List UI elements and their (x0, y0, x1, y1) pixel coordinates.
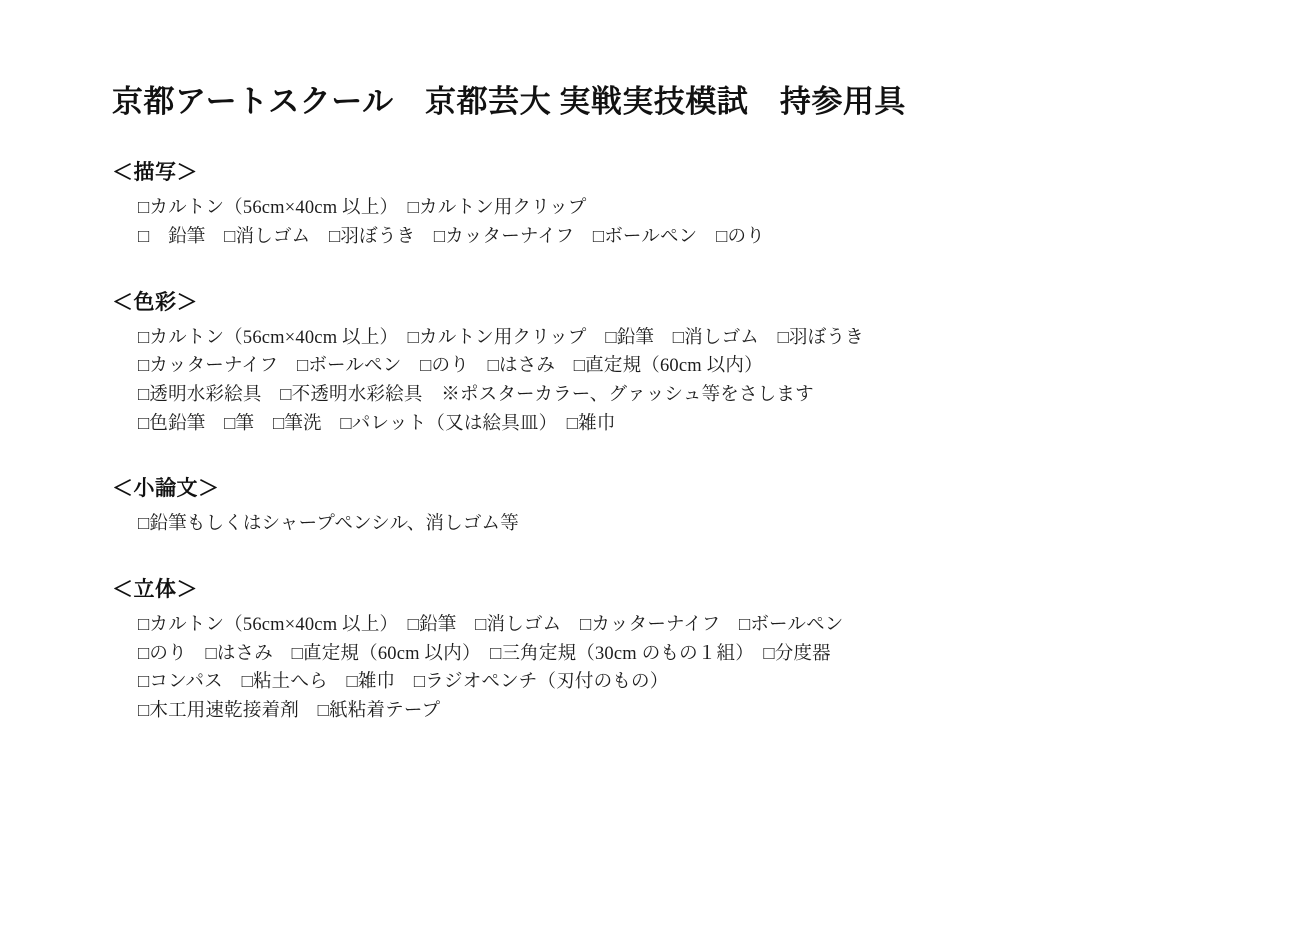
section-rittai (112, 573, 1216, 726)
checklist-line: □鉛筆もしくはシャープペンシル、消しゴム等 (138, 514, 519, 535)
checklist-line: □カルトン（56cm×40cm 以上） □カルトン用クリップ (138, 198, 587, 219)
checklist-line: □ 鉛筆 □消しゴム □羽ぼうき □カッターナイフ □ボールペン □のり (138, 226, 765, 247)
section-items-byousha (138, 194, 1216, 251)
checklist-line: □のり □はさみ □直定規（60cm 以内） □三角定規（30cm のもの１組） □分度器 (138, 643, 831, 664)
section-items-shouronbun (138, 510, 1216, 539)
section-heading-rittai: ＜立体＞ (112, 577, 198, 601)
checklist-line: □カルトン（56cm×40cm 以上） □鉛筆 □消しゴム □カッターナイフ □ボールペン (138, 615, 844, 635)
section-items-shikisai (138, 324, 1216, 439)
checklist-line: □色鉛筆 □筆 □筆洗 □パレット（又は絵具皿） □雑巾 (138, 413, 616, 434)
section-heading-byousha: ＜描写＞ (112, 160, 198, 185)
section-items-rittai (138, 611, 1216, 726)
section-shikisai (112, 286, 1216, 439)
checklist-line: □木工用速乾接着剤 □紙粘着テープ (138, 701, 441, 722)
section-byousha (112, 156, 1216, 251)
section-shouronbun (112, 472, 1216, 539)
page-title: 京都アートスクール 京都芸大 実戦実技模試 持参用具 (112, 84, 906, 119)
checklist-line: □カッターナイフ □ボールペン □のり □はさみ □直定規（60cm 以内） (138, 356, 763, 377)
section-heading-shouronbun: ＜小論文＞ (112, 476, 220, 501)
checklist-line: □コンパス □粘土へら □雑巾 □ラジオペンチ（刃付のもの） (138, 672, 669, 693)
checklist-line: □カルトン（56cm×40cm 以上） □カルトン用クリップ □鉛筆 □消しゴム □羽ぼうき (138, 327, 864, 348)
checklist-line: □透明水彩絵具 □不透明水彩絵具 ※ポスターカラー、グァッシュ等をさします (138, 384, 814, 405)
section-heading-shikisai: ＜色彩＞ (112, 289, 198, 314)
